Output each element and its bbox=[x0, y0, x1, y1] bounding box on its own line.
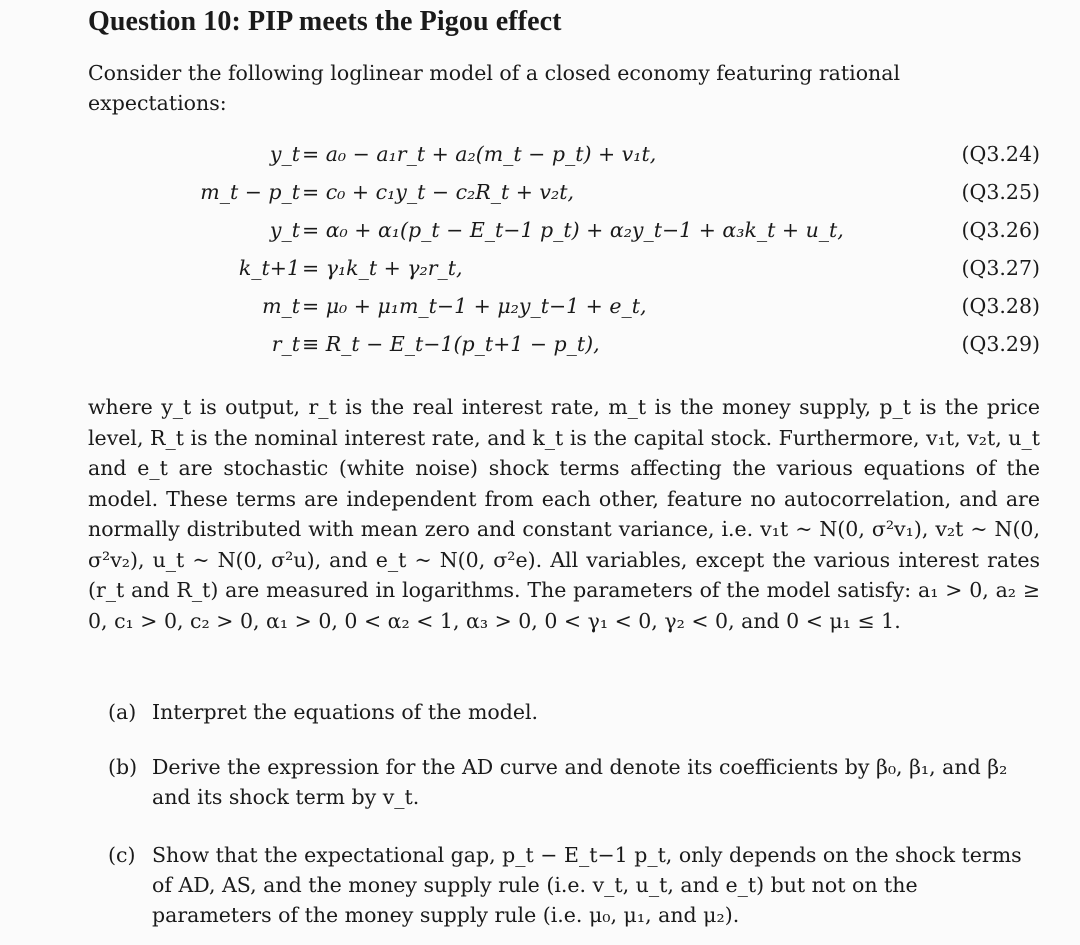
body-paragraph: where y_t is output, r_t is the real interest rate, m_t is the money supply, p_t is the price level, R_t is the nominal interest rate, and k_t is the capital stock. Furthermore, v₁t, v₂t, u_t and e_t are stochastic (white noise) shock terms affecting the various equations of the model. These terms are independent from each other, feature no autocorrelation, and are normally distributed with mean zero and constant variance, i.e. v₁t ~ N(0, σ²v₁), v₂t ~ N(0, σ²v₂), u_t ~ N(0, σ²u), and e_t ~ N(0, σ²e). All variables, except the various interest rates (r_t and R_t) are measured in logarithms. The parameters of the model satisfy: a₁ > 0, a₂ ≥ 0, c₁ > 0, c₂ > 0, α₁ > 0, 0 < α₂ < 1, α₃ > 0, 0 < γ₁ < 0, γ₂ < 0, and 0 < μ₁ ≤ 1. bbox=[88, 395, 1040, 633]
equation-rhs: = c₀ + c₁y_t − c₂R_t + v₂t, bbox=[302, 180, 574, 204]
equation-lhs: m_t − p_t bbox=[200, 180, 300, 204]
item-label: (a) bbox=[108, 700, 137, 724]
item-label: (b) bbox=[108, 755, 138, 779]
equation-row bbox=[88, 294, 1040, 332]
item-text: Interpret the equations of the model. bbox=[152, 700, 539, 724]
equation-lhs: k_t+1 bbox=[238, 256, 300, 280]
equation-number: (Q3.27) bbox=[961, 256, 1040, 280]
item-text: Show that the expectational gap, p_t − E_t−1 p_t, only depends on the shock terms of AD, AS, and the money supply rule (i.e. v_t, u_t, and e_t) but not on the parameters of the money supply rule (i.e. μ₀, μ₁, and μ₂). bbox=[152, 843, 1022, 927]
intro-paragraph: Consider the following loglinear model of a closed economy featuring rational expectations: bbox=[88, 61, 901, 115]
equation-rhs: ≡ R_t − E_t−1(p_t+1 − p_t), bbox=[302, 332, 600, 356]
equation-row bbox=[88, 218, 1040, 256]
equation-rhs: = μ₀ + μ₁m_t−1 + μ₂y_t−1 + e_t, bbox=[302, 294, 647, 318]
equation-lhs: y_t bbox=[269, 142, 300, 166]
equation-number: (Q3.26) bbox=[961, 218, 1040, 242]
equation-rhs: = α₀ + α₁(p_t − E_t−1 p_t) + α₂y_t−1 + α₃k_t + u_t, bbox=[302, 218, 844, 242]
equation-lhs: r_t bbox=[271, 332, 300, 356]
item-text: Derive the expression for the AD curve and denote its coefficients by β₀, β₁, and β₂ and its shock term by v_t. bbox=[152, 755, 1008, 809]
equation-rhs: = a₀ − a₁r_t + a₂(m_t − p_t) + v₁t, bbox=[302, 142, 657, 166]
equation-number: (Q3.24) bbox=[961, 142, 1040, 166]
equation-row bbox=[88, 332, 1040, 370]
equation-number: (Q3.28) bbox=[961, 294, 1040, 318]
equation-row bbox=[88, 142, 1040, 180]
equation-lhs: y_t bbox=[269, 218, 300, 242]
question-title: Question 10: PIP meets the Pigou effect bbox=[88, 6, 562, 37]
equation-lhs: m_t bbox=[262, 294, 300, 318]
equation-row bbox=[88, 256, 1040, 294]
equation-row bbox=[88, 180, 1040, 218]
item-label: (c) bbox=[108, 843, 136, 867]
equation-number: (Q3.29) bbox=[961, 332, 1040, 356]
equation-number: (Q3.25) bbox=[961, 180, 1040, 204]
equation-rhs: = γ₁k_t + γ₂r_t, bbox=[302, 256, 463, 280]
